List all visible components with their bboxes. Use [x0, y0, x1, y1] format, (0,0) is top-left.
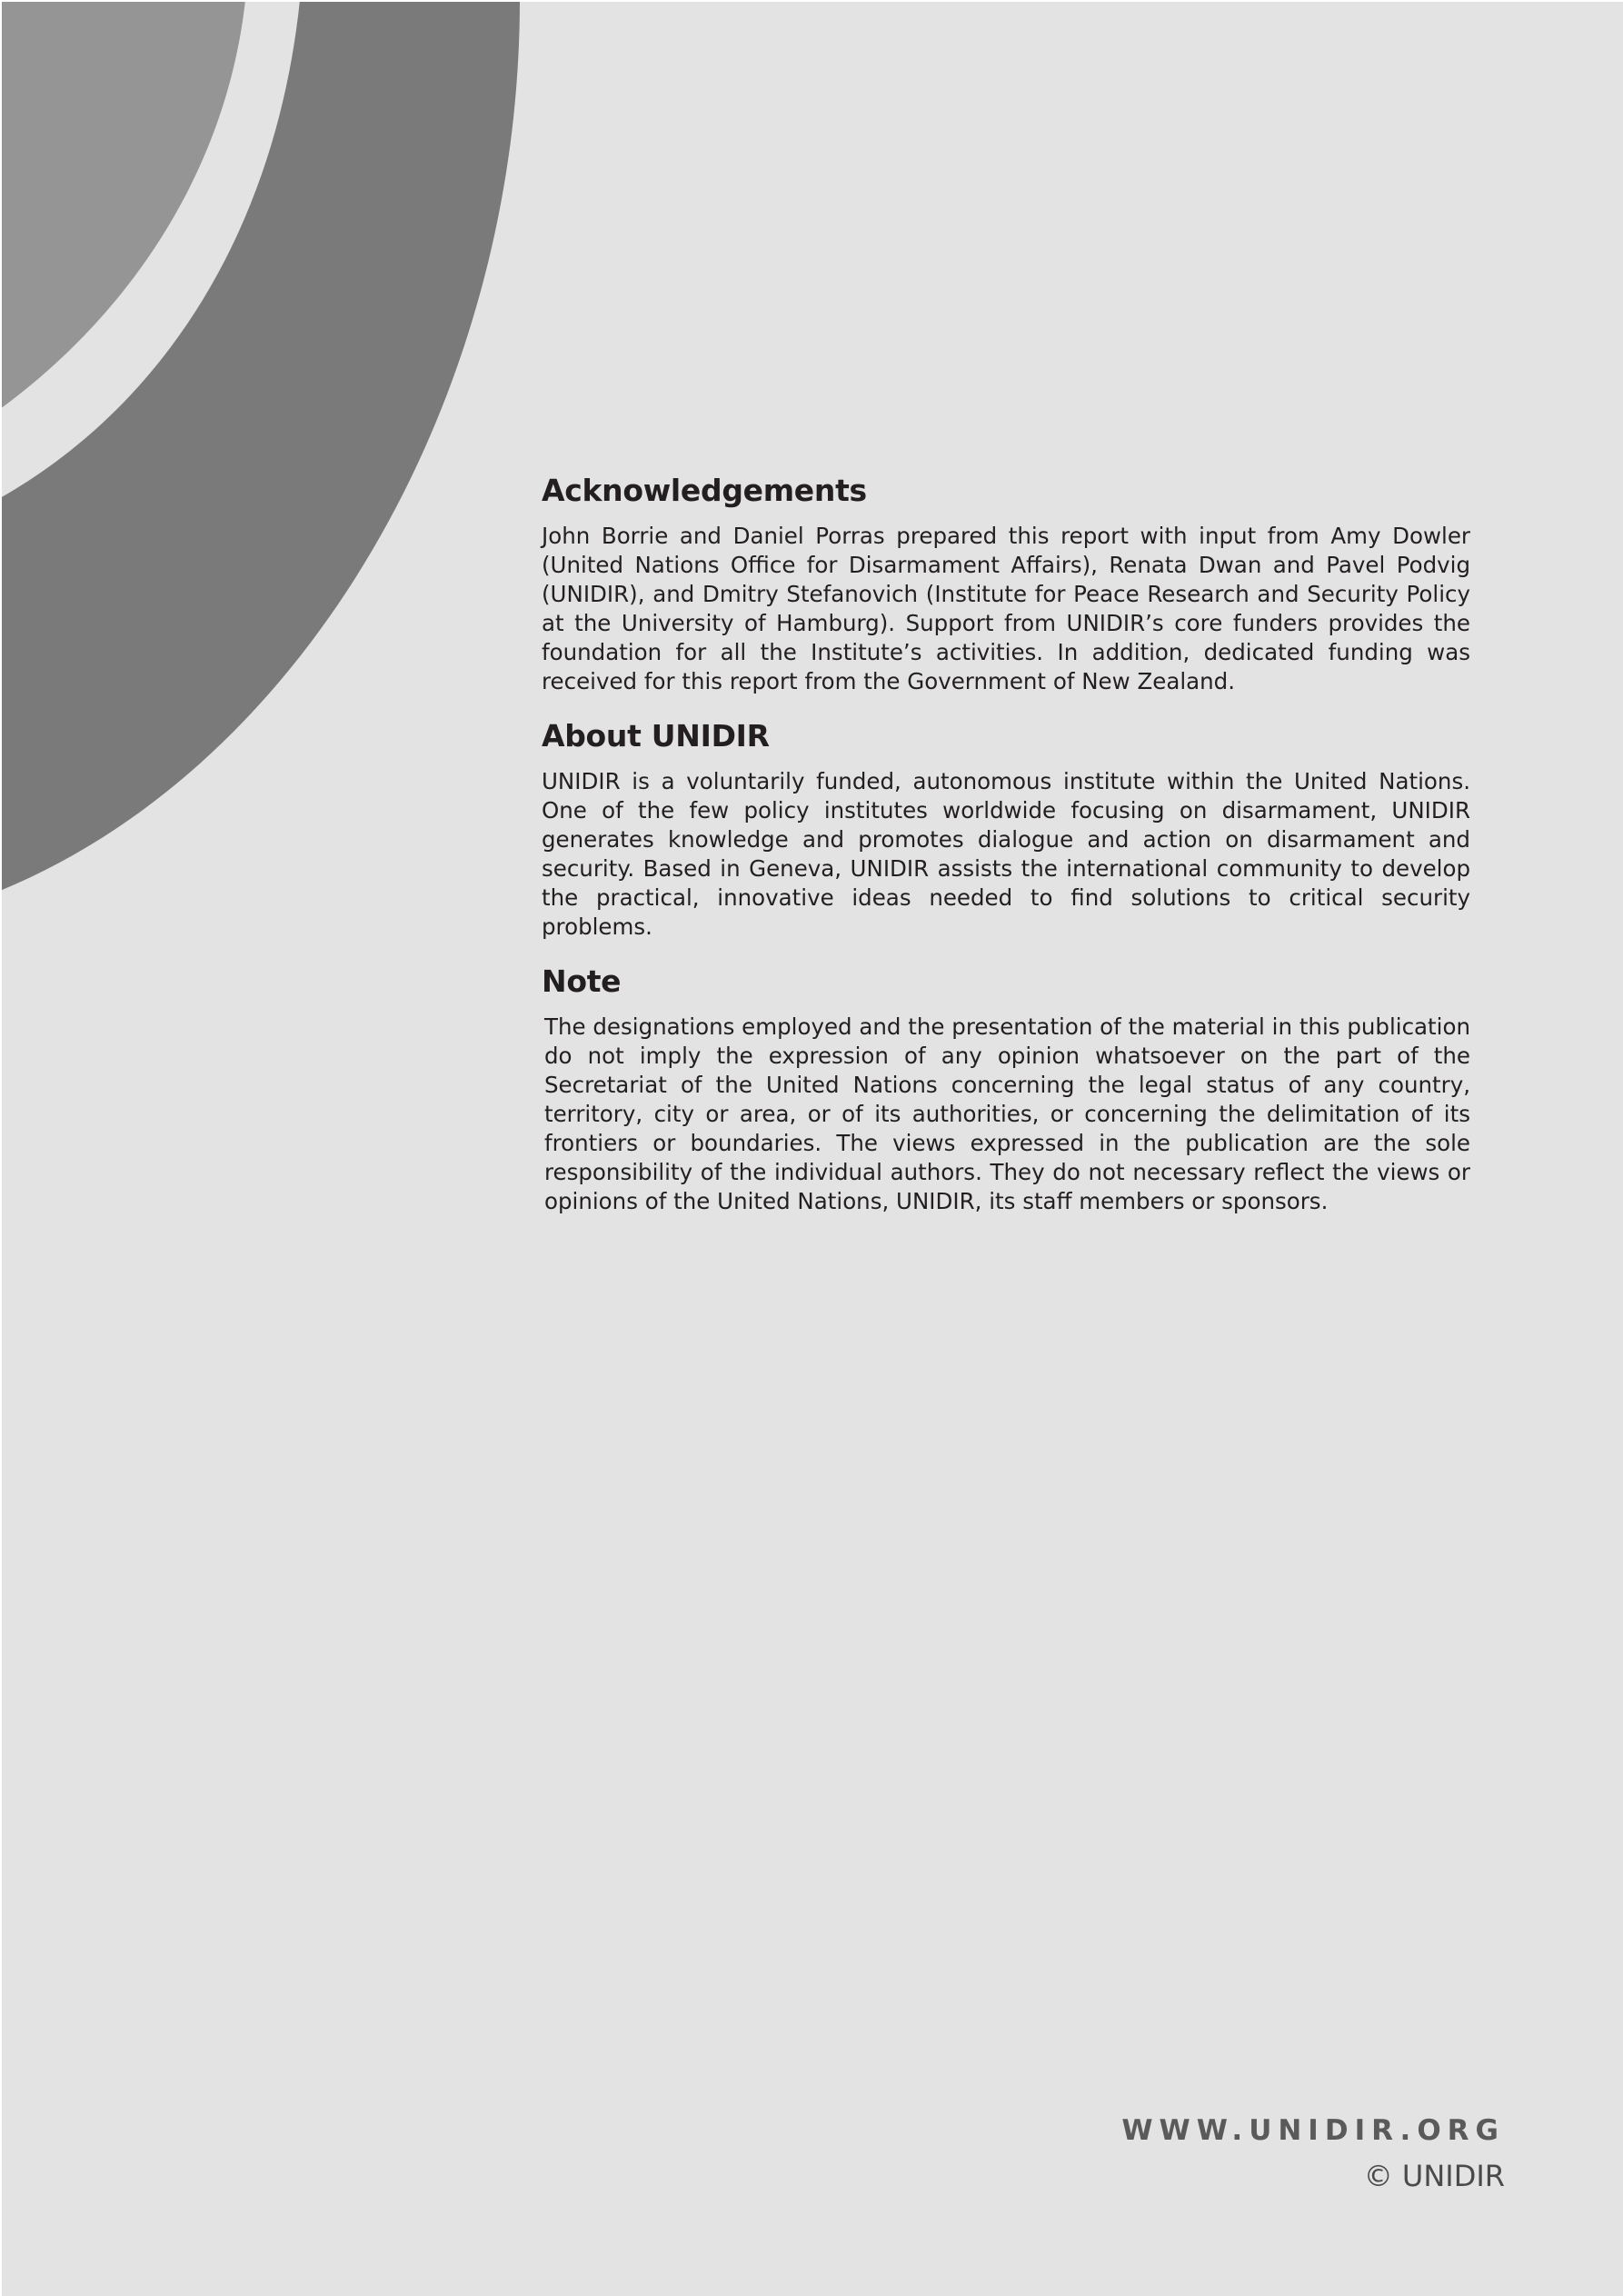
- footer: [1121, 2107, 1505, 2198]
- decorative-arcs: [0, 0, 563, 909]
- note-body: The designations employed and the presentation of the material in this publication do not imply the expression of any opinion whatsoever on the part of the Secretariat of the United Nations concerning the legal status of any country, territory, city or area, or of its authorities, or concerning the delimitation of its frontiers or boundaries. The views expressed in the publication are the sole responsibility of the individual authors. They do not necessary reflect the views or opinions of the United Nations, UNIDIR, its staff members or sponsors.: [544, 1013, 1470, 1214]
- acknowledgements-section: [542, 471, 1470, 696]
- website-url[interactable]: WWW.UNIDIR.ORG: [1121, 2114, 1505, 2147]
- copyright-notice: © UNIDIR: [1363, 2159, 1505, 2193]
- note-section: [542, 962, 1470, 1216]
- about-body: UNIDIR is a voluntarily funded, autonomous institute within the United Nations. One of the few policy institutes worldwide focusing on disarmament, UNIDIR generates knowledge and promotes dialogue and action on disarmament and security. Based in Geneva, UNIDIR assists the international community to develop the practical, innovative ideas needed to find solutions to critical security problems.: [542, 768, 1470, 940]
- about-section: [542, 716, 1470, 942]
- about-heading: About UNIDIR: [542, 718, 770, 754]
- note-heading: Note: [542, 963, 622, 999]
- acknowledgements-body: John Borrie and Daniel Porras prepared this report with input from Amy Dowler (United Nations Office for Disarmament Affairs), Renata Dwan and Pavel Podvig (UNIDIR), and Dmitry Stefanovich (Institute for Peace Research and Security Policy at the University of Hamburg). Support from UNIDIR’s core funders provides the foundation for all the Institute’s activities. In addition, dedicated funding was received for this report from the Government of New Zealand.: [542, 523, 1470, 694]
- acknowledgements-heading: Acknowledgements: [542, 473, 867, 508]
- main-content: [542, 471, 1470, 1236]
